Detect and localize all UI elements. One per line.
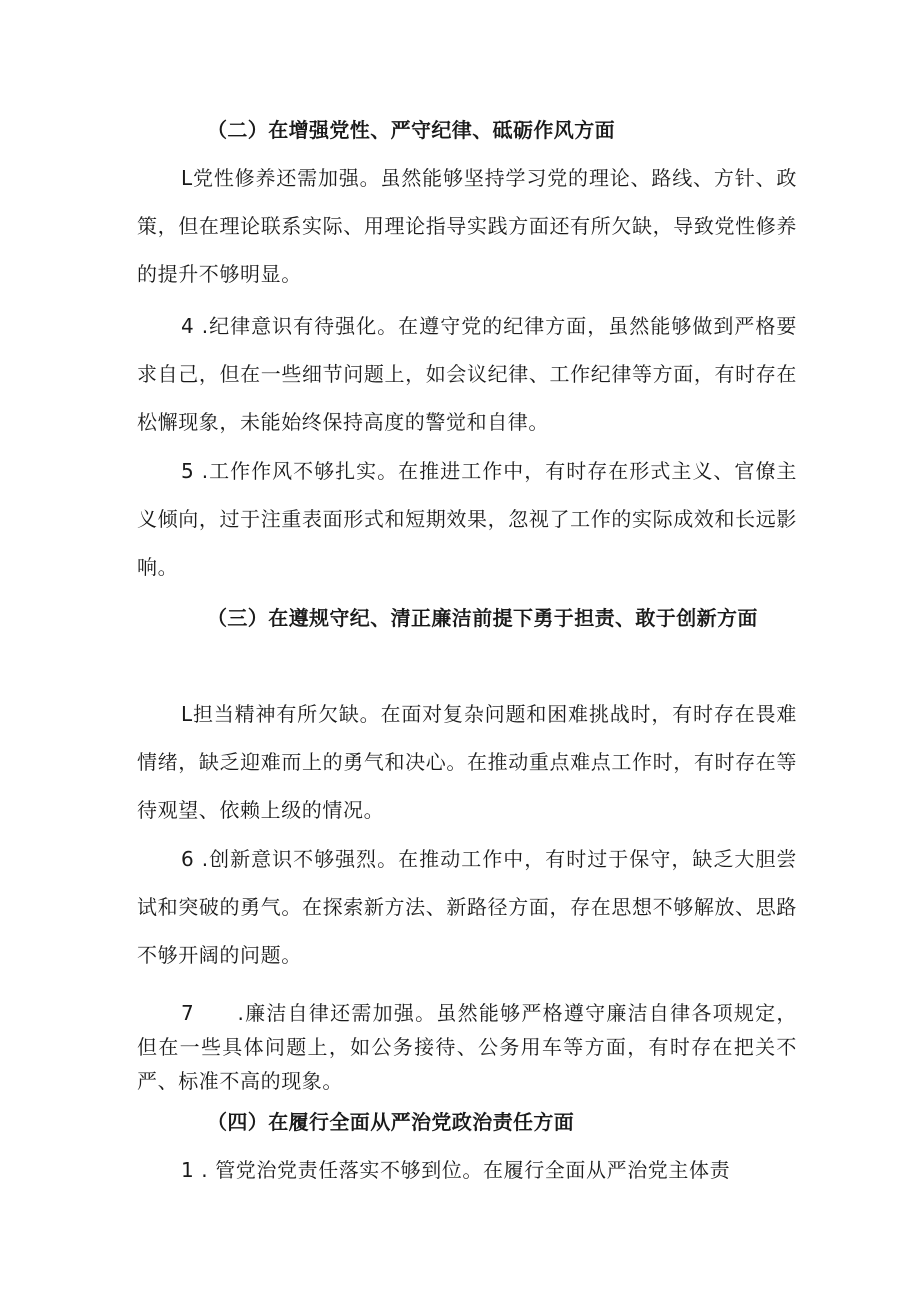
paragraph-integrity: 7 .廉洁自律还需加强。虽然能够严格遵守廉洁自律各项规定，但在一些具体问题上，如公务接待、公务用车等方面，有时存在把关不严、标准不高的现象。 (137, 1001, 797, 1093)
section-heading-2: （二）在增强党性、严守纪律、砥砺作风方面 (207, 118, 615, 142)
paragraph-party-spirit: L党性修养还需加强。虽然能够坚持学习党的理论、路线、方针、政策，但在理论联系实际、用理论指导实践方面还有所欠缺，导致党性修养的提升不够明显。 (137, 166, 797, 286)
paragraph-responsibility: L担当精神有所欠缺。在面对复杂问题和困难挑战时，有时存在畏难情绪，缺乏迎难而上的勇气和决心。在推动重点难点工作时，有时存在等待观望、依赖上级的情况。 (137, 702, 797, 822)
paragraph-work-style: 5 .工作作风不够扎实。在推进工作中，有时存在形式主义、官僚主义倾向，过于注重表面形式和短期效果，忽视了工作的实际成效和长远影响。 (137, 459, 797, 579)
section-heading-4: （四）在履行全面从严治党政治责任方面 (207, 1110, 575, 1134)
section-heading-3: （三）在遵规守纪、清正廉洁前提下勇于担责、敢于创新方面 (207, 606, 758, 630)
paragraph-party-governance: 1 . 管党治党责任落实不够到位。在履行全面从严治党主体责 (181, 1158, 731, 1182)
paragraph-discipline-awareness: 4 .纪律意识有待强化。在遵守党的纪律方面，虽然能够做到严格要求自己，但在一些细节问题上，如会议纪律、工作纪律等方面，有时存在松懈现象，未能始终保持高度的警觉和自律。 (137, 314, 797, 434)
paragraph-innovation: 6 .创新意识不够强烈。在推动工作中，有时过于保守，缺乏大胆尝试和突破的勇气。在探索新方法、新路径方面，存在思想不够解放、思路不够开阔的问题。 (137, 847, 797, 967)
